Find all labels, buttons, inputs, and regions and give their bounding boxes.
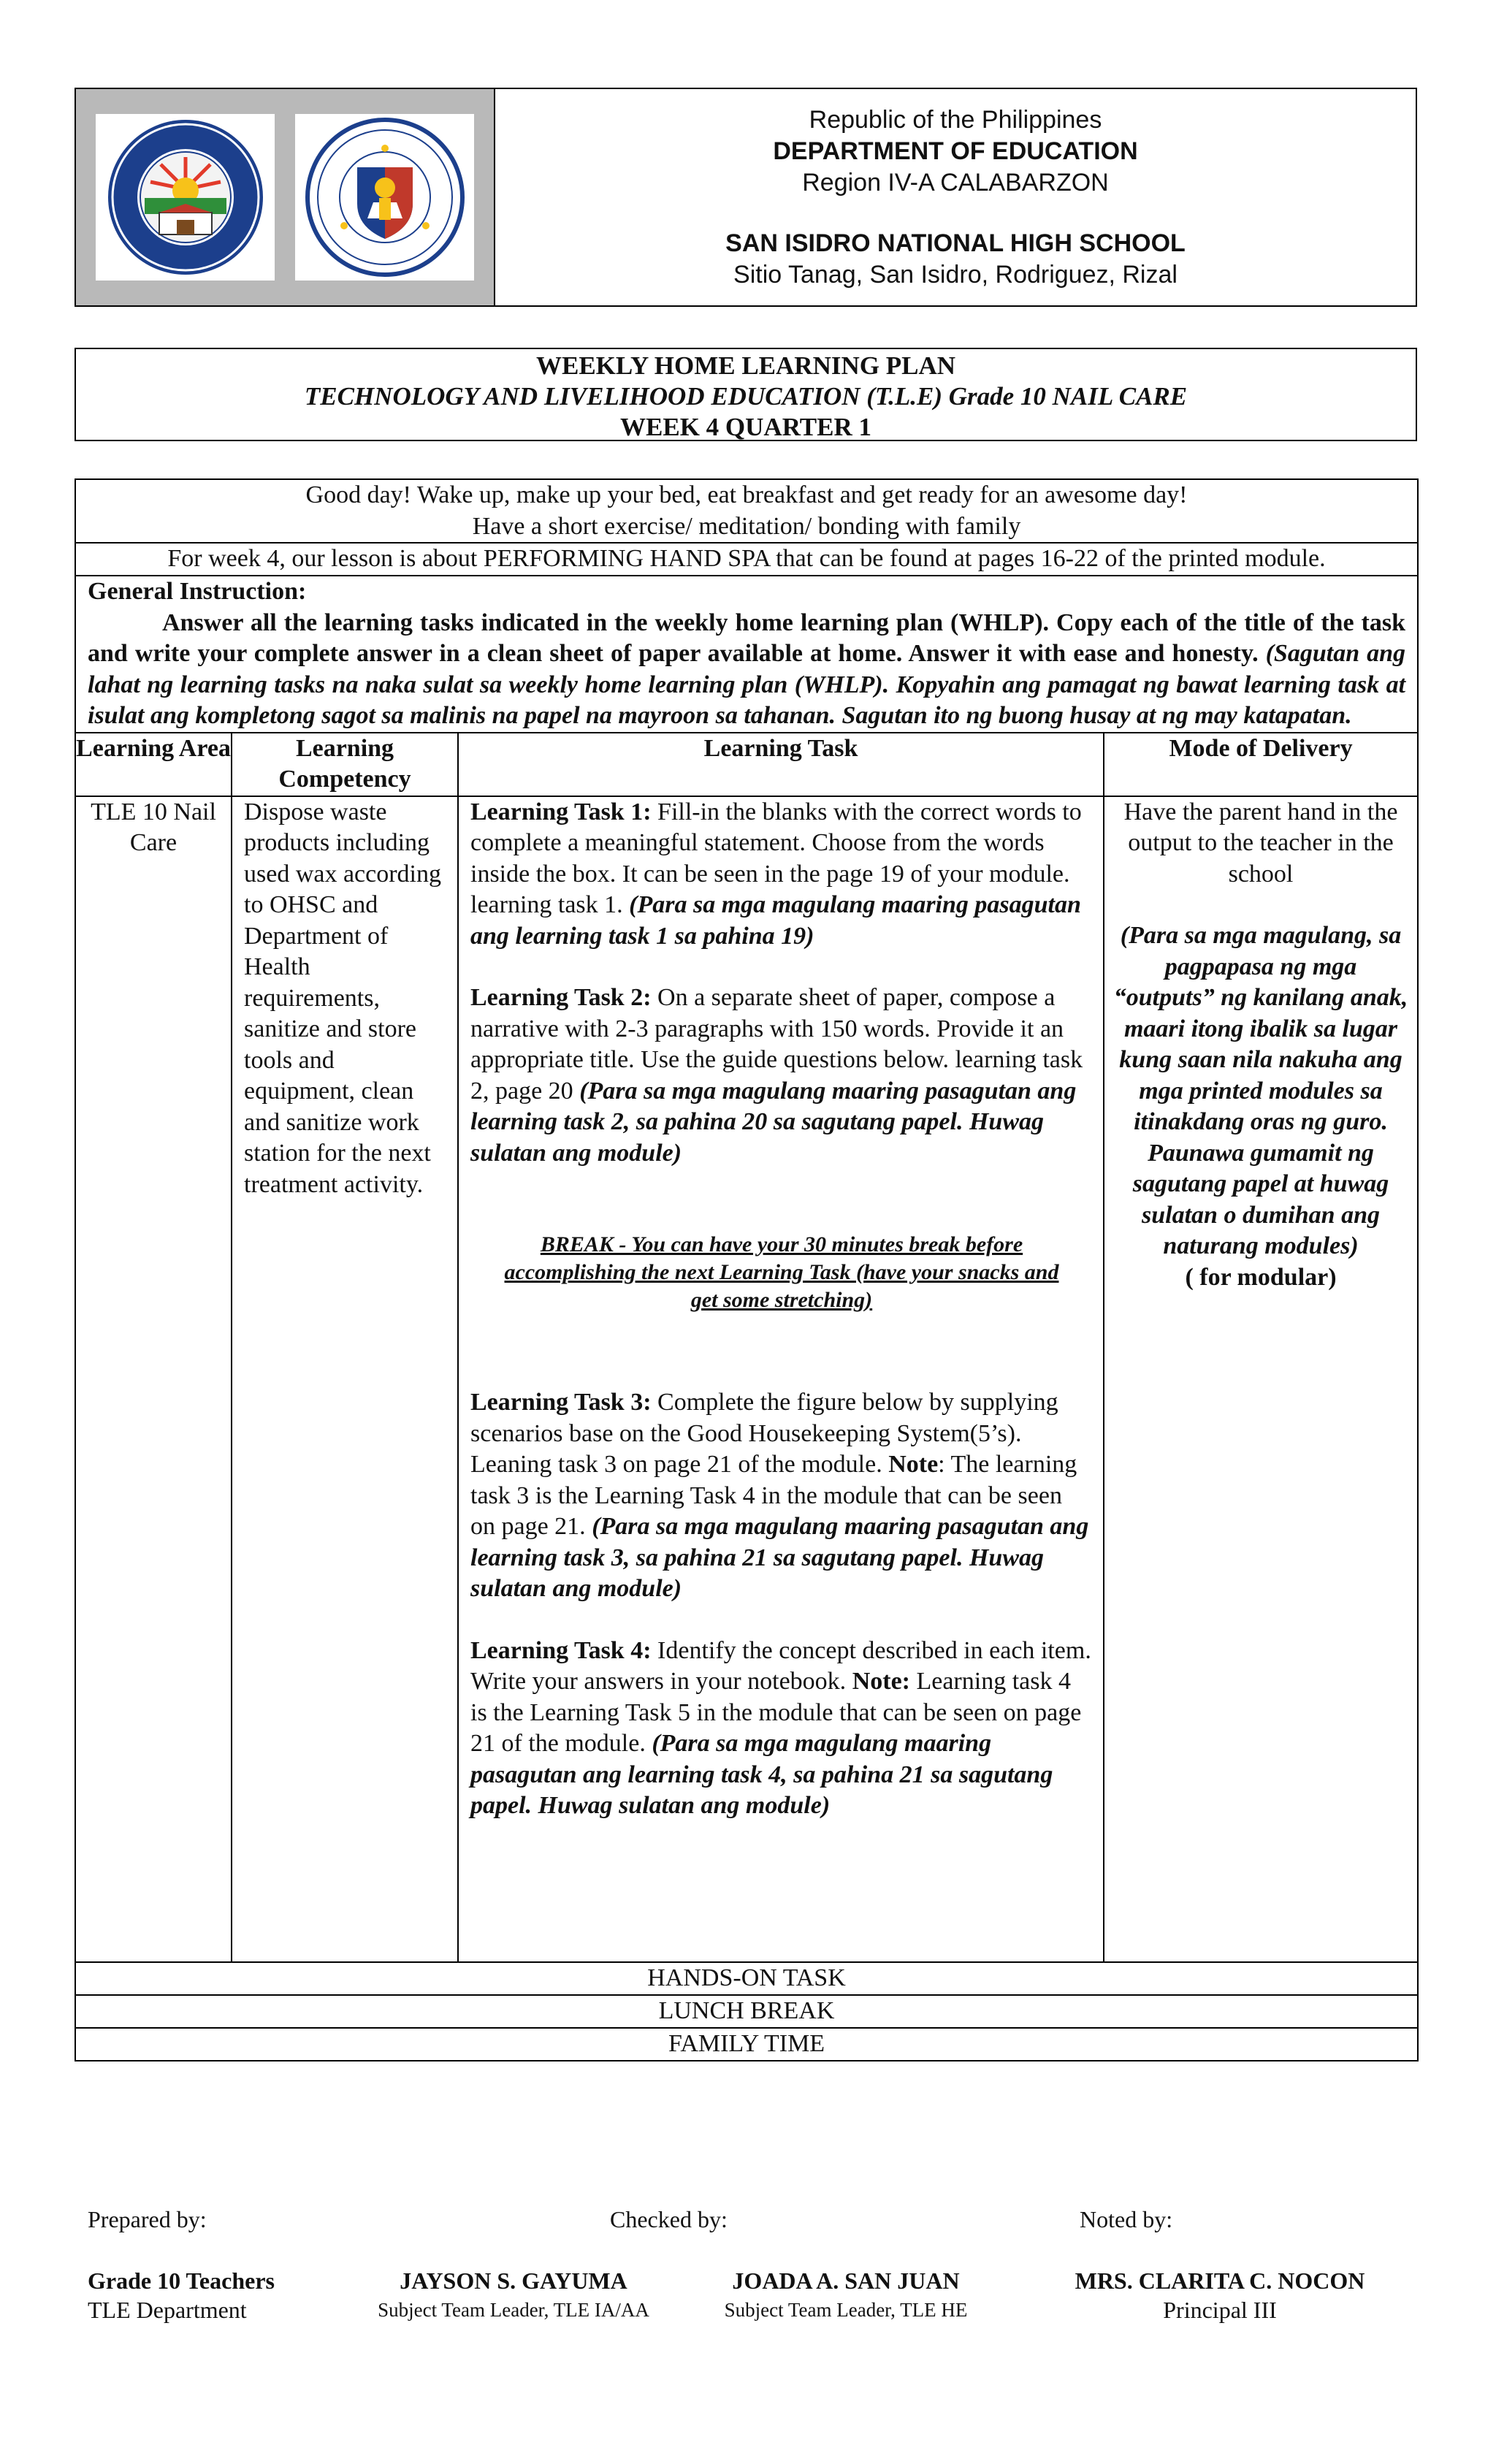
lesson-row	[75, 543, 1418, 576]
school-address: Sitio Tanag, San Isidro, Rodriguez, Rizal	[733, 260, 1178, 289]
greeting-line1: Good day! Wake up, make up your bed, eat breakfast and get ready for an awesome day!	[305, 481, 1188, 508]
mode-of-delivery-cell	[1104, 796, 1418, 1962]
instruction-row	[75, 576, 1418, 733]
region-line: Region IV-A CALABARZON	[802, 168, 1109, 197]
mode-modular: ( for modular)	[1185, 1263, 1337, 1291]
noted-by-block	[1052, 2266, 1388, 2324]
break-note: BREAK - You can have your 30 minutes break before accomplishing the next Learning Task (have your snacks and get some stretching)	[504, 1232, 1059, 1312]
checked-by-block-2	[707, 2266, 985, 2324]
logo-panel	[76, 89, 495, 305]
mode-text: Have the parent hand in the output to the teacher in the school	[1123, 798, 1398, 888]
family-row	[75, 2028, 1418, 2061]
table-row	[75, 796, 1418, 1962]
lesson-cell: For week 4, our lesson is about PERFORMING HAND SPA that can be found at pages 16-22 of the printed module.	[75, 543, 1418, 576]
checked-by-label: Checked by:	[610, 2206, 728, 2232]
family-cell: FAMILY TIME	[75, 2028, 1418, 2061]
letterhead-text	[495, 89, 1416, 305]
republic-line: Republic of the Philippines	[809, 105, 1102, 134]
greeting-row	[75, 479, 1418, 543]
prepared-by-block	[88, 2266, 275, 2324]
greeting-cell	[75, 479, 1418, 543]
lunch-row	[75, 1995, 1418, 2028]
hands-on-cell: HANDS-ON TASK	[75, 1962, 1418, 1995]
learning-competency-cell: Dispose waste products including used wax according to OHSC and Department of Health requirements, sanitize and store tools and equipment, clean and sanitize work station for the next treatment activity.	[232, 796, 458, 1962]
checked-by-name-1: JAYSON S. GAYUMA	[400, 2267, 627, 2294]
department-line: DEPARTMENT OF EDUCATION	[773, 137, 1138, 165]
lunch-cell: LUNCH BREAK	[75, 1995, 1418, 2028]
general-instruction-label: General Instruction:	[88, 578, 307, 605]
col-learning-area: Learning Area	[75, 733, 232, 796]
prepared-by-role: TLE Department	[88, 2297, 247, 2323]
noted-by-role: Principal III	[1163, 2297, 1277, 2323]
learning-task-4: Learning Task 4: Identify the concept described in each item. Write your answers in your notebook. Note: Learning task 4 is the Learning Task 5 in the module that can be seen on page 21 of the module. (Para sa mga magulang maaring pasagutan ang learning task 4, sa pahina 21 sa sagutang papel. Huwag sulatan ang module)	[470, 1636, 1091, 1819]
learning-task-2: Learning Task 2: On a separate sheet of paper, compose a narrative with 2-3 paragraphs with 150 words. Provide it an appropriate title. Use the guide questions below. learning task 2, page 20 (Para sa mga magulang maaring pasagutan ang learning task 2, sa pahina 20 sa sagutang papel. Huwag sulatan ang module)	[470, 984, 1083, 1167]
plan-title-week: WEEK 4 QUARTER 1	[620, 413, 871, 441]
noted-by-label: Noted by:	[1080, 2206, 1173, 2232]
learning-task-cell	[458, 796, 1104, 1962]
plan-title-subject: TECHNOLOGY AND LIVELIHOOD EDUCATION (T.L.E) Grade 10 NAIL CARE	[304, 382, 1188, 411]
col-mode-of-delivery: Mode of Delivery	[1104, 733, 1418, 796]
col-learning-task: Learning Task	[458, 733, 1104, 796]
letterhead	[75, 88, 1417, 307]
plan-title	[75, 348, 1417, 441]
learning-plan-table	[75, 478, 1419, 2061]
greeting-line2: Have a short exercise/ meditation/ bonding with family	[472, 512, 1021, 540]
school-logo	[96, 114, 275, 281]
prepared-by-label: Prepared by:	[88, 2206, 207, 2232]
school-name: SAN ISIDRO NATIONAL HIGH SCHOOL	[725, 229, 1186, 257]
noted-by-name: MRS. CLARITA C. NOCON	[1075, 2267, 1365, 2294]
col-learning-competency: Learning Competency	[232, 733, 458, 796]
column-header-row	[75, 733, 1418, 796]
learning-area-cell: TLE 10 Nail Care	[75, 796, 232, 1962]
general-instruction-tagalog: (Sagutan ang lahat ng learning tasks na naka sulat sa weekly home learning plan (WHLP). Kopyahin ang pamagat ng bawat learning task at isulat ang kompletong sagot sa malinis na papel na mayroon sa tahanan. Sagutan ito ng buong husay at ng may katapatan.	[88, 640, 1406, 729]
checked-by-role-1: Subject Team Leader, TLE IA/AA	[378, 2299, 649, 2321]
general-instruction-cell	[75, 576, 1418, 733]
deped-seal-icon	[300, 116, 470, 278]
school-seal-icon	[101, 116, 270, 278]
plan-title-line1: WEEKLY HOME LEARNING PLAN	[535, 351, 955, 380]
general-instruction-english: Answer all the learning tasks indicated in the weekly home learning plan (WHLP). Copy each of the title of the task and write your complete answer in a clean sheet of paper available at home. Answer it with ease and honesty.	[88, 609, 1406, 667]
deped-logo	[295, 114, 474, 281]
checked-by-name-2: JOADA A. SAN JUAN	[732, 2267, 960, 2294]
mode-tagalog: (Para sa mga magulang, sa pagpapasa ng mga “outputs” ng kanilang anak, maari itong ibalik sa lugar kung saan nila nakuha ang mga printed modules sa itinakdang oras ng guro. Paunawa gumamit ng sagutang papel at huwag sulatan o dumihan ang naturang modules)	[1113, 922, 1408, 1259]
checked-by-block-1	[371, 2266, 656, 2324]
learning-task-3: Learning Task 3: Complete the figure below by supplying scenarios base on the Good Housekeeping System(5’s). Leaning task 3 on page 21 of the module. Note: The learning task 3 is the Learning Task 4 in the module that can be seen on page 21. (Para sa mga magulang maaring pasagutan ang learning task 3, sa pahina 21 sa sagutang papel. Huwag sulatan ang module)	[470, 1389, 1089, 1602]
checked-by-role-2: Subject Team Leader, TLE HE	[724, 2299, 968, 2321]
prepared-by-name: Grade 10 Teachers	[88, 2267, 275, 2294]
learning-task-1: Learning Task 1: Fill-in the blanks with the correct words to complete a meaningful statement. Choose from the words inside the box. It can be seen in the page 19 of your module. learning task 1. (Para sa mga magulang maaring pasagutan ang learning task 1 sa pahina 19)	[470, 798, 1082, 950]
hands-on-row	[75, 1962, 1418, 1995]
